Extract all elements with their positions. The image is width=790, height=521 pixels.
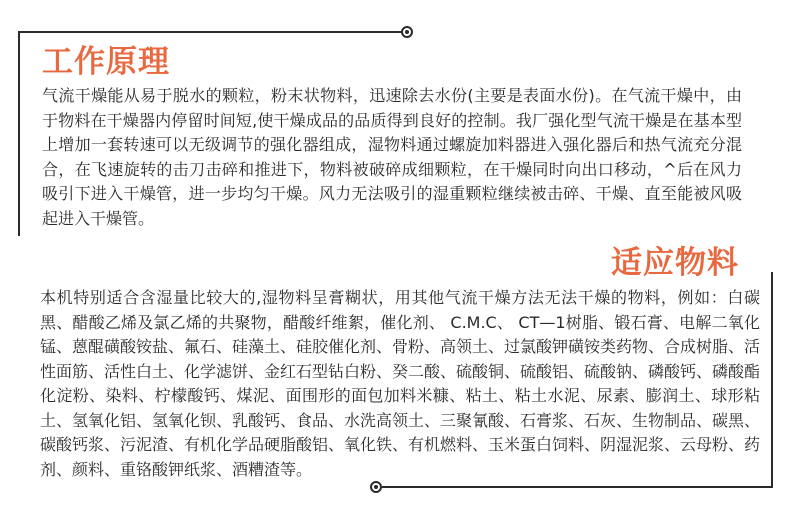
section-title-working-principle: 工作原理 bbox=[42, 44, 170, 80]
frame-left-line bbox=[18, 31, 20, 236]
applicable-materials-text: 本机特别适合含湿量比较大的,湿物料呈膏糊状，用其他气流干燥方法无法干燥的物料，例如：白碳黑、醋酸乙烯及氯乙烯的共聚物，醋酸纤维絮，催化剂、 C.M.C、 CT—1树脂、锻石膏、电解二氧化锰、蒽醌磺酸铵盐、氟石、硅藻土、硅胶催化剂、骨粉、高领土、过氯酸钾磺铵类药物、合成树脂、活性面筋、活性白土、化学滤饼、金红石型钻白粉、癸二酸、硫酸铜、硫酸铝、硫酸钠、磷酸钙、磷酸酯化淀粉、染料、柠檬酸钙、煤泥、面围形的面包加料米糠、粘土、粘土水泥、尿素、膨润土、球形粘土、氢氧化铝、氢氧化钡、乳酸钙、食品、水洗高领土、三聚氰酸、石膏浆、石灰、生物制品、碳黑、碳酸钙浆、污泥渣、有机化学品硬脂酸铝、氧化铁、有机燃料、玉米蛋白饲料、阴湿泥浆、云母粉、药剂、颜料、重铬酸钾纸浆、酒糟渣等。 bbox=[40, 288, 761, 479]
frame-top-dot-icon bbox=[401, 26, 413, 38]
working-principle-text: 气流干燥能从易于脱水的颗粒，粉末状物料，迅速除去水份(主要是表面水份)。在气流干燥中，由于物料在干燥器内停留时间短,使干燥成品的品质得到良好的控制。我厂强化型气流干燥是在基本型上增加一套转速可以无级调节的强化器组成，湿物料通过螺旋加料器进入强化器后和热气流充分混合，在飞速旋转的击刀击碎和推进下，物料被破碎成细颗粒，在干燥同时向出口移动，^后在风力吸引下进入干燥管，进一步均匀干燥。风力无法吸引的湿重颗粒继续被击碎、干燥、直至能被风吸起进入干燥管。 bbox=[42, 86, 742, 228]
section-title-applicable-materials: 适应物料 bbox=[611, 245, 739, 281]
frame-top-line bbox=[18, 31, 403, 33]
frame-bottom-line bbox=[382, 486, 773, 488]
frame-bottom-dot-icon bbox=[370, 481, 382, 493]
frame-right-line bbox=[771, 272, 773, 488]
